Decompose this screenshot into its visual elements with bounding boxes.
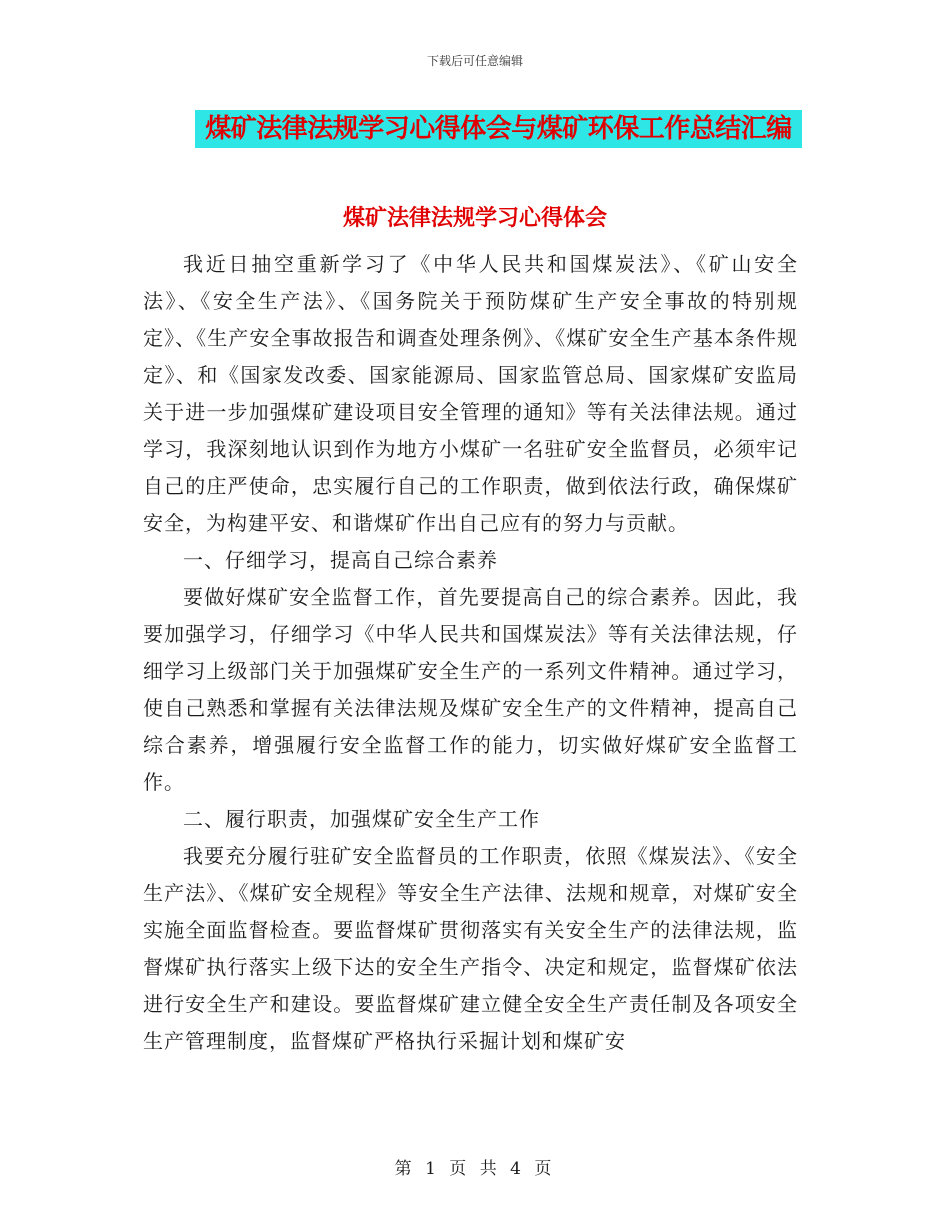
paragraph: 要做好煤矿安全监督工作，首先要提高自己的综合素养。因此，我要加强学习，仔细学习《中华人民共和国煤炭法》等有关法律法规，仔细学习上级部门关于加强煤矿安全生产的一系列文件精神。通过学习，使自己熟悉和掌握有关法律法规及煤矿安全生产的文件精神，提高自己综合素养，增强履行安全监督工作的能力，切实做好煤矿安全监督工作。 xyxy=(143,585,798,794)
document-body xyxy=(143,246,798,1060)
document-title: 煤矿法律法规学习心得体会与煤矿环保工作总结汇编 xyxy=(195,110,802,148)
paragraph-heading: 二、履行职责，加强煤矿安全生产工作 xyxy=(183,807,540,831)
header-note: 下载后可任意编辑 xyxy=(426,54,523,68)
section-title: 煤矿法律法规学习心得体会 xyxy=(342,206,607,231)
paragraph-heading: 一、仔细学习，提高自己综合素养 xyxy=(183,548,498,572)
paragraph: 我要充分履行驻矿安全监督员的工作职责，依照《煤炭法》、《安全生产法》、《煤矿安全规程》等安全生产法律、法规和规章，对煤矿安全实施全面监督检查。要监督煤矿贯彻落实有关安全生产的法律法规，监督煤矿执行落实上级下达的安全生产指令、决定和规定，监督煤矿依法进行安全生产和建设。要监督煤矿建立健全安全生产责任制及各项安全生产管理制度，监督煤矿严格执行采掘计划和煤矿安 xyxy=(143,844,798,1053)
paragraph: 我近日抽空重新学习了《中华人民共和国煤炭法》、《矿山安全法》、《安全生产法》、《国务院关于预防煤矿生产安全事故的特别规定》、《生产安全事故报告和调查处理条例》、《煤矿安全生产基本条件规定》、和《国家发改委、国家能源局、国家监管总局、国家煤矿安监局关于进一步加强煤矿建设项目安全管理的通知》等有关法律法规。通过学习，我深刻地认识到作为地方小煤矿一名驻矿安全监督员，必须牢记自己的庄严使命，忠实履行自己的工作职责，做到依法行政，确保煤矿安全，为构建平安、和谐煤矿作出自己应有的努力与贡献。 xyxy=(143,252,798,535)
page-number-footer: 第 1 页 共 4 页 xyxy=(394,1159,556,1179)
